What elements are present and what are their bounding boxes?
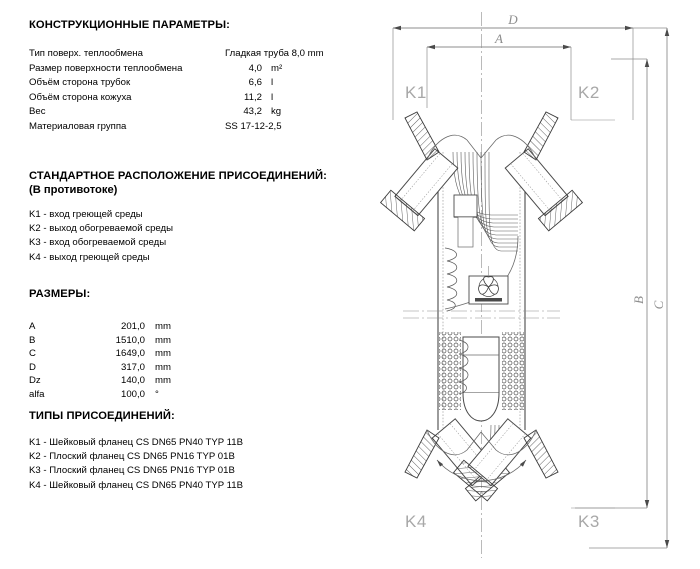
connections-layout-subtitle: (В противотоке) <box>29 184 118 196</box>
lower-chamber <box>463 337 499 421</box>
list-item: K3 - Плоский фланец CS DN65 PN16 TYP 01B <box>29 465 235 477</box>
dimension-label: alfa <box>29 388 45 400</box>
technical-drawing <box>375 0 700 569</box>
param-unit: kg <box>271 106 282 118</box>
dimension-label-a: A <box>495 31 503 46</box>
param-label: Объём сторона кожуха <box>29 91 132 103</box>
connection-types-title: ТИПЫ ПРИСОЕДИНЕНИЙ: <box>29 410 175 422</box>
connections-legend-list <box>29 208 173 265</box>
dimensions-title: РАЗМЕРЫ: <box>29 288 91 300</box>
dimension-unit: mm <box>155 375 171 387</box>
dimension-line-b <box>575 59 647 508</box>
table-row <box>29 91 324 106</box>
param-label: Тип поверх. теплообмена <box>29 48 143 59</box>
param-unit: m² <box>271 62 283 74</box>
port-label-k4: K4 <box>405 512 427 531</box>
table-row <box>29 388 171 402</box>
dimension-label: Dz <box>29 375 41 387</box>
dimension-unit: mm <box>155 348 171 360</box>
dimension-line-c <box>589 28 667 548</box>
nozzle-k2 <box>500 112 583 231</box>
dimension-label: D <box>29 361 36 373</box>
table-row <box>29 47 324 62</box>
dimension-label: B <box>29 334 36 346</box>
dimension-value: 100,0 <box>120 388 145 400</box>
dimension-unit: mm <box>155 321 171 332</box>
table-row <box>29 361 171 375</box>
list-item: K2 - Плоский фланец CS DN65 PN16 TYP 01B <box>29 451 235 463</box>
list-item: K4 - Шейковый фланец CS DN65 PN40 TYP 11B <box>29 479 243 491</box>
nozzle-k1 <box>381 112 464 231</box>
dimension-value: 201,0 <box>120 321 145 332</box>
table-row <box>29 62 324 77</box>
dimension-unit: mm <box>155 361 171 373</box>
table-row <box>29 120 324 135</box>
dimension-line-d <box>393 12 633 120</box>
dimension-label-b: B <box>631 296 646 304</box>
param-value: Гладкая труба 8,0 mm <box>225 48 324 59</box>
angle-label: α <box>479 490 484 496</box>
list-item: K2 - выход обогреваемой среды <box>29 223 174 235</box>
param-label: Размер поверхности теплообмена <box>29 62 183 74</box>
table-row <box>29 105 324 120</box>
param-unit: l <box>271 77 274 89</box>
dimension-label: A <box>29 321 36 332</box>
connections-layout-title: СТАНДАРТНОЕ РАСПОЛОЖЕНИЕ ПРИСОЕДИНЕНИЙ: <box>29 170 327 182</box>
dimension-label-d: D <box>508 12 518 27</box>
param-value: SS 17-12-2,5 <box>225 120 282 132</box>
manufacturer-nameplate <box>469 266 508 304</box>
dimension-line-a <box>427 31 571 120</box>
dimension-label: C <box>29 348 36 360</box>
helical-coil-upper <box>445 248 457 311</box>
construction-parameters-table <box>29 47 324 135</box>
port-label-k3: K3 <box>578 512 600 531</box>
list-item: K1 - вход греющей среды <box>29 209 143 220</box>
list-item: K1 - Шейковый фланец CS DN65 PN40 TYP 11B <box>29 437 243 448</box>
table-row <box>29 334 171 348</box>
dimensions-table <box>29 320 171 402</box>
param-label: Материаловая группа <box>29 120 127 132</box>
param-value: 6,6 <box>248 77 262 89</box>
dimension-value: 1510,0 <box>115 334 145 346</box>
dimension-value: 140,0 <box>120 375 145 387</box>
connection-types-list <box>29 436 243 493</box>
table-row <box>29 374 171 388</box>
param-value: 4,0 <box>248 62 262 74</box>
port-label-k1: K1 <box>405 83 427 102</box>
dimension-label-c: C <box>651 300 666 310</box>
list-item: K3 - вход обогреваемой среды <box>29 237 167 249</box>
baffle-plate-upper <box>454 195 477 247</box>
construction-parameters-body <box>29 47 324 135</box>
list-item: K4 - выход греющей среды <box>29 251 150 263</box>
param-value: 43,2 <box>243 106 262 118</box>
param-label: Объём сторона трубок <box>29 77 131 89</box>
table-row <box>29 347 171 361</box>
construction-parameters-title: КОНСТРУКЦИОННЫЕ ПАРАМЕТРЫ: <box>29 19 230 31</box>
table-row <box>29 320 171 334</box>
param-value: 11,2 <box>244 91 262 103</box>
dimension-unit: mm <box>155 334 171 346</box>
dimension-unit: ° <box>155 388 159 400</box>
dimension-value: 1649,0 <box>115 348 145 360</box>
dimension-value: 317,0 <box>120 361 145 373</box>
table-row <box>29 76 324 91</box>
port-label-k2: K2 <box>578 83 600 102</box>
dimensions-body <box>29 320 171 402</box>
param-label: Вес <box>29 106 46 118</box>
param-unit: l <box>271 91 274 103</box>
